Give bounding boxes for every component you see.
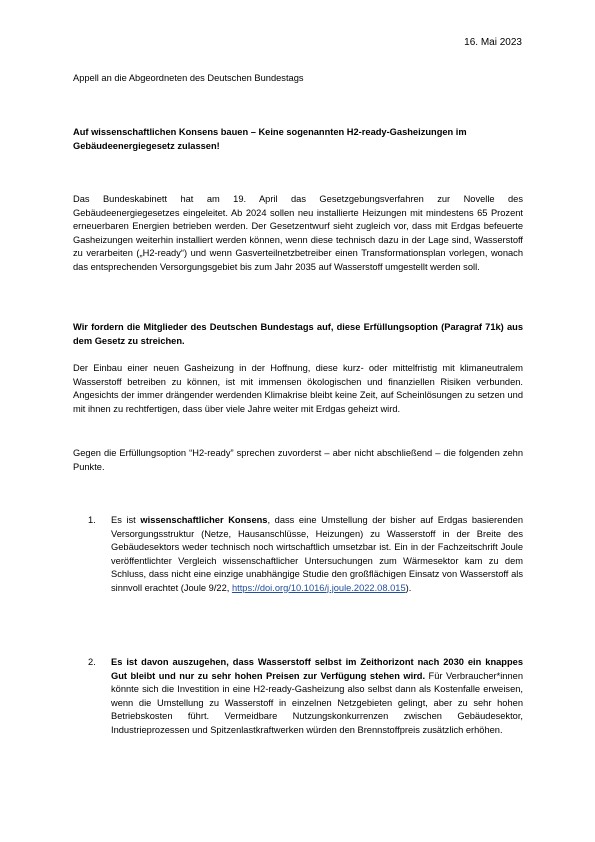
intro-paragraph: Das Bundeskabinett hat am 19. April das Gesetzgebungsverfahren zur Novelle des Gebäudeenergiegesetzes eingeleitet. Ab 2024 sollen neu installierte Heizungen mit mindestens 65 Prozent erneuerbaren Energien betrieben werden. Der Gesetzentwurf sieht zugleich vor, dass mit Erdgas befeuerte Gasheizungen weiterhin installiert werden können, wenn diese technisch dazu in der Lage sind, Wasserstoff zu verarbeiten („H2-ready“) und wenn Gasverteilnetzbetreiber einen Transformationsplan vorlegen, wonach das entsprechenden Versorgungsgebiet bis zum Jahr 2035 auf Wasserstoff umgestellt werden soll.: [73, 194, 523, 272]
list-item-emphasis: Es ist davon auszugehen, dass Wasserstoff selbst im Zeithorizont nach 2030 ein knappes Gut bleibt und nur zu sehr hohen Preisen zur Verfügung stehen wird.: [111, 657, 523, 681]
risk-paragraph: Der Einbau einer neuen Gasheizung in der Hoffnung, diese kurz- oder mittelfristig mit klimaneutralem Wasserstoff betreiben zu können, ist mit immensen ökologischen und finanziellen Risiken verbunden. Angesichts der immer drängender werdenden Klimakrise bleibt keine Zeit, auf Scheinlösungen zu setzen und mit ihnen zu rechtfertigen, dass über viele Jahre weiter mit Erdgas geheizt wird.: [73, 363, 523, 414]
list-item: [73, 514, 523, 595]
list-item-number: 1.: [88, 515, 96, 525]
list-item: [73, 656, 523, 737]
demand-paragraph: Wir fordern die Mitglieder des Deutschen Bundestags auf, diese Erfüllungsoption (Paragraf 71k) aus dem Gesetz zu streichen.: [73, 322, 523, 346]
list-item-text: Für Verbraucher*innen könnte sich die Investition in eine H2-ready-Gasheizung also selbst dann als Kostenfalle erweisen, wenn die Umstellung zu Wasserstoff in einzelnen Netzgebieten gelingt, aber zu sehr hohen Betriebskosten führt. Vermeidbare Nutzungskonkurrenzen zwischen Gebäudesektor, Industrieprozessen und Spitzenlastkraftwerken würden den Brennstoffpreis zusätzlich erhöhen.: [111, 670, 523, 735]
points-intro-paragraph: Gegen die Erfüllungsoption “H2-ready” sprechen zuvorderst – aber nicht abschließend – die folgenden zehn Punkte.: [73, 448, 523, 472]
addressee-line: Appell an die Abgeordneten des Deutschen Bundestags: [73, 73, 304, 83]
list-item-emphasis: wissenschaftlicher Konsens: [140, 515, 268, 525]
list-item-body: [111, 656, 523, 737]
list-item-text: , dass eine Umstellung der bisher auf Erdgas basierenden Versorgungsstruktur (Netze, Hausanschlüsse, Heizungen) zu Wasserstoff in der Breite des Gebäudesektors weder technisch noch wirtschaftlich umsetzbar ist. Ein in der Fachzeitschrift Joule veröffentlichter Vergleich wissenschaftlicher Untersuchungen zum Wärmesektor kam zu dem Schluss, dass nicht eine einzige unabhängige Studie den großflächigen Einsatz von Wasserstoff als sinnvoll erachtet (Joule 9/22,: [111, 515, 524, 593]
list-item-number: 2.: [88, 657, 96, 667]
list-item-body: [111, 514, 523, 595]
letter-date: 16. Mai 2023: [464, 37, 522, 48]
list-item-post: ).: [405, 582, 412, 593]
document-title: Auf wissenschaftlichen Konsens bauen – Keine sogenannten H2-ready-Gasheizungen im Gebäudeenergiegesetz zulassen!: [73, 127, 467, 151]
list-item-pre: Es ist: [111, 515, 141, 525]
doi-link[interactable]: https://doi.org/10.1016/j.joule.2022.08.015: [231, 582, 406, 593]
